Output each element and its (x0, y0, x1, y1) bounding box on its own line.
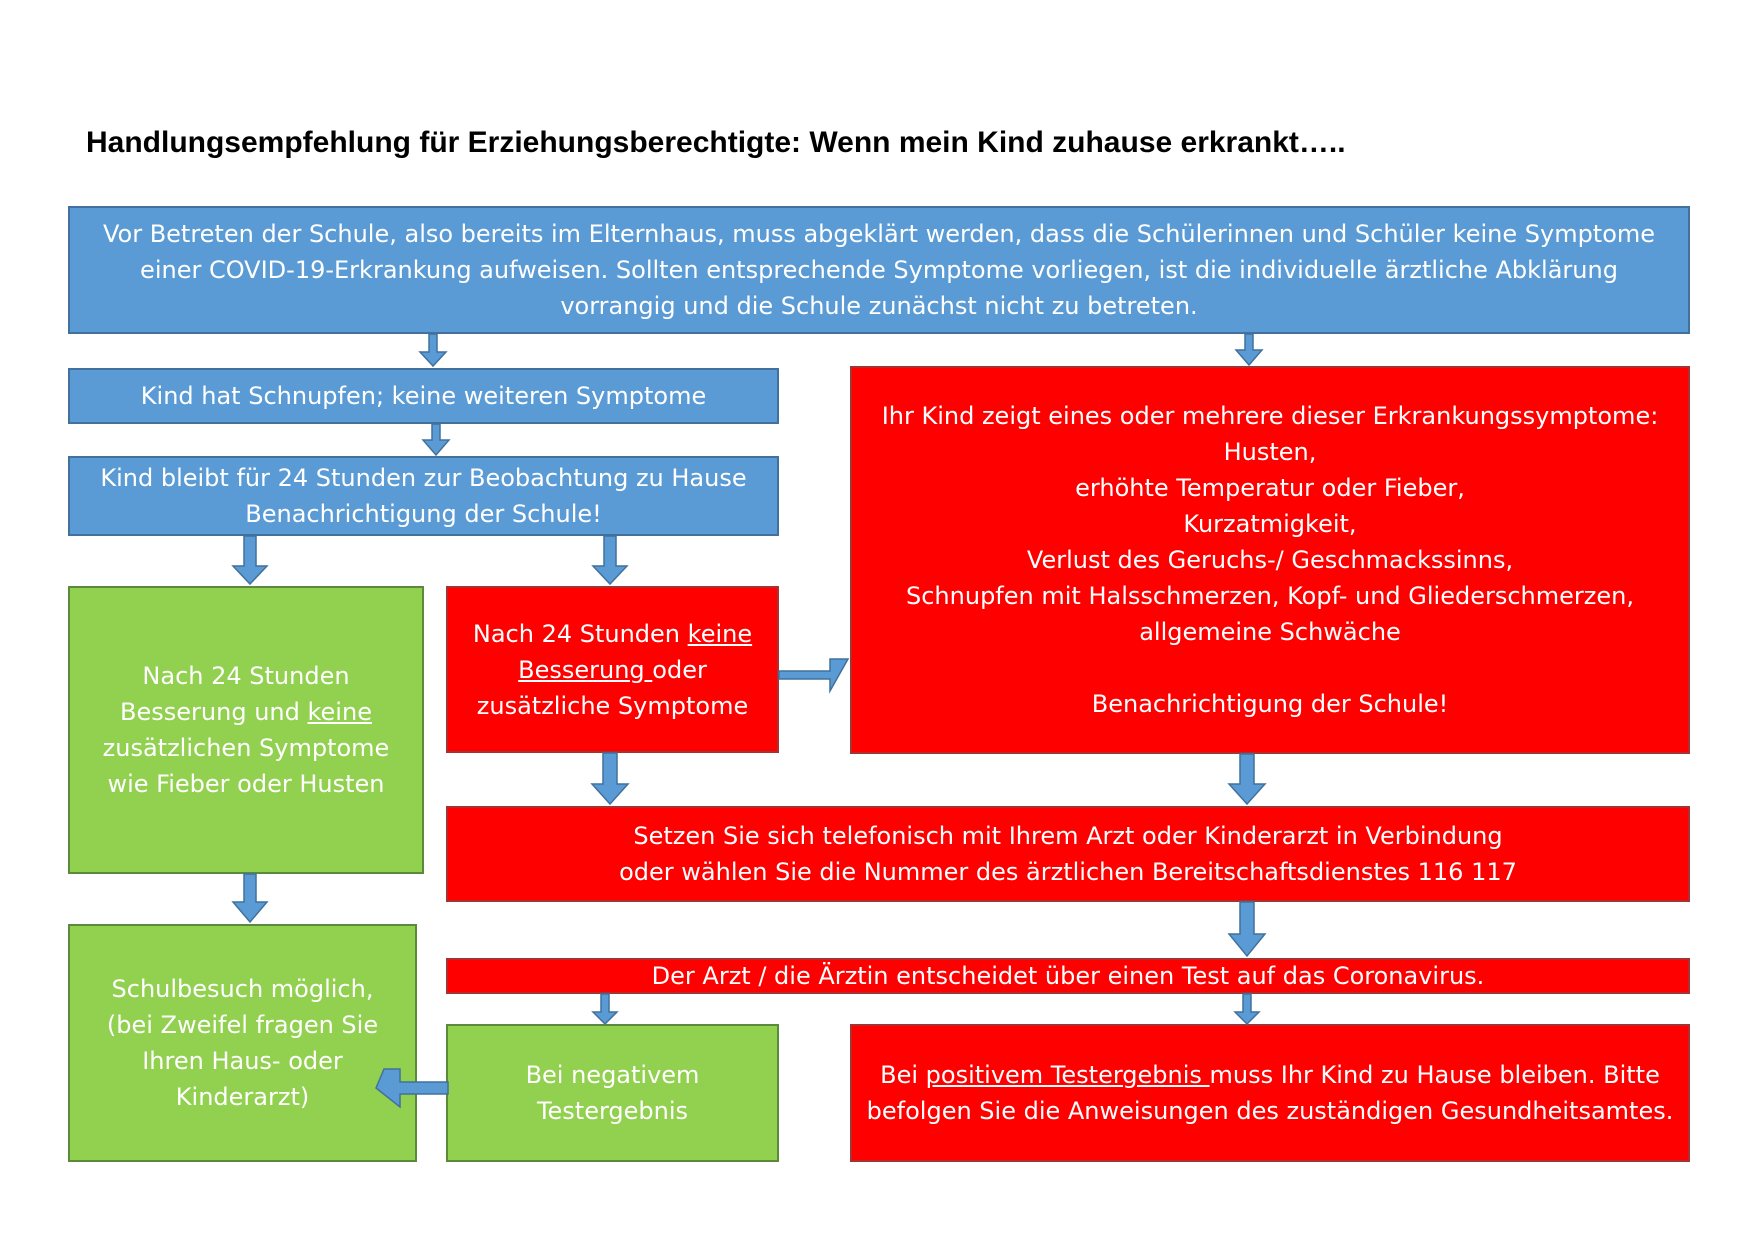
arrow-down-icon (592, 753, 628, 804)
arzt-line: oder wählen Sie die Nummer des ärztlichen Bereitschaftsdienstes 116 117 (619, 858, 1517, 886)
positiv-underlined: positivem Testergebnis (925, 1061, 1210, 1089)
arrow-down-icon (1229, 754, 1265, 804)
symptome-notice: Benachrichtigung der Schule! (1091, 690, 1449, 718)
intro-line: einer COVID-19-Erkrankung aufweisen. Sollten entsprechende Symptome vorliegen, ist die individuelle ärztliche Abklärung (140, 256, 1618, 284)
positiv-text: muss Ihr Kind zu Hause bleiben. Bitte (1209, 1061, 1660, 1089)
intro-line: Vor Betreten der Schule, also bereits im Elternhaus, muss abgeklärt werden, dass die Schülerinnen und Schüler keine Symptome (102, 220, 1656, 248)
keine-besserung-underlined: Besserung (518, 655, 653, 684)
schulbesuch-line: Kinderarzt) (175, 1083, 310, 1111)
arrow-down-icon (593, 536, 627, 584)
besserung-line: Nach 24 Stunden (142, 662, 350, 690)
beobachtung-line: Benachrichtigung der Schule! (245, 500, 602, 528)
schnupfen-text: Kind hat Schnupfen; keine weiteren Symptome (140, 382, 707, 410)
besserung-line: zusätzlichen Symptome (102, 734, 390, 762)
schulbesuch-line: (bei Zweifel fragen Sie (106, 1011, 379, 1039)
arzt-line: Setzen Sie sich telefonisch mit Ihrem Arzt oder Kinderarzt in Verbindung (633, 822, 1503, 850)
symptome-intro: Ihr Kind zeigt eines oder mehrere dieser Erkrankungssymptome: (881, 402, 1659, 430)
symptome-item: Schnupfen mit Halsschmerzen, Kopf- und Gliederschmerzen, (906, 582, 1634, 610)
arrow-down-icon (233, 874, 267, 922)
symptome-item: Husten, (1223, 438, 1317, 466)
besserung-text: Besserung und (120, 698, 308, 726)
arrow-left-icon (376, 1069, 448, 1107)
arrow-down-icon (1229, 902, 1265, 956)
arrow-down-icon (593, 994, 617, 1024)
beobachtung-line: Kind bleibt für 24 Stunden zur Beobachtung zu Hause (100, 464, 747, 492)
keine-besserung-text: Nach 24 Stunden (472, 619, 688, 648)
negativ-line: Testergebnis (536, 1097, 689, 1125)
keine-besserung-underlined: keine (687, 619, 753, 648)
keine-besserung-line: zusätzliche Symptome (476, 691, 749, 720)
arrow-right-icon (779, 659, 848, 691)
intro-line: vorrangig und die Schule zunächst nicht zu betreten. (560, 292, 1198, 320)
schulbesuch-line: Ihren Haus- oder (142, 1047, 343, 1075)
besserung-line: wie Fieber oder Husten (107, 770, 385, 798)
arrow-down-icon (233, 536, 267, 584)
arrow-down-icon (420, 334, 446, 366)
arrow-down-icon (423, 424, 449, 455)
positiv-line: befolgen Sie die Anweisungen des zuständigen Gesundheitsamtes. (866, 1097, 1674, 1125)
symptome-item: erhöhte Temperatur oder Fieber, (1075, 474, 1465, 502)
keine-besserung-text: oder (652, 655, 707, 684)
negativ-line: Bei negativem (525, 1061, 700, 1089)
schulbesuch-line: Schulbesuch möglich, (111, 975, 374, 1003)
besserung-underlined: keine (307, 698, 372, 726)
symptome-item: Kurzatmigkeit, (1183, 510, 1357, 538)
symptome-item: Verlust des Geruchs-/ Geschmackssinns, (1026, 546, 1514, 574)
positiv-text: Bei (880, 1061, 926, 1089)
arrow-down-icon (1236, 334, 1262, 365)
test-text: Der Arzt / die Ärztin entscheidet über einen Test auf das Coronavirus. (651, 962, 1485, 990)
symptome-item: allgemeine Schwäche (1139, 618, 1401, 646)
page-title: Handlungsempfehlung für Erziehungsberechtigte: Wenn mein Kind zuhause erkrankt….. (86, 126, 1346, 159)
arrow-down-icon (1235, 994, 1259, 1024)
